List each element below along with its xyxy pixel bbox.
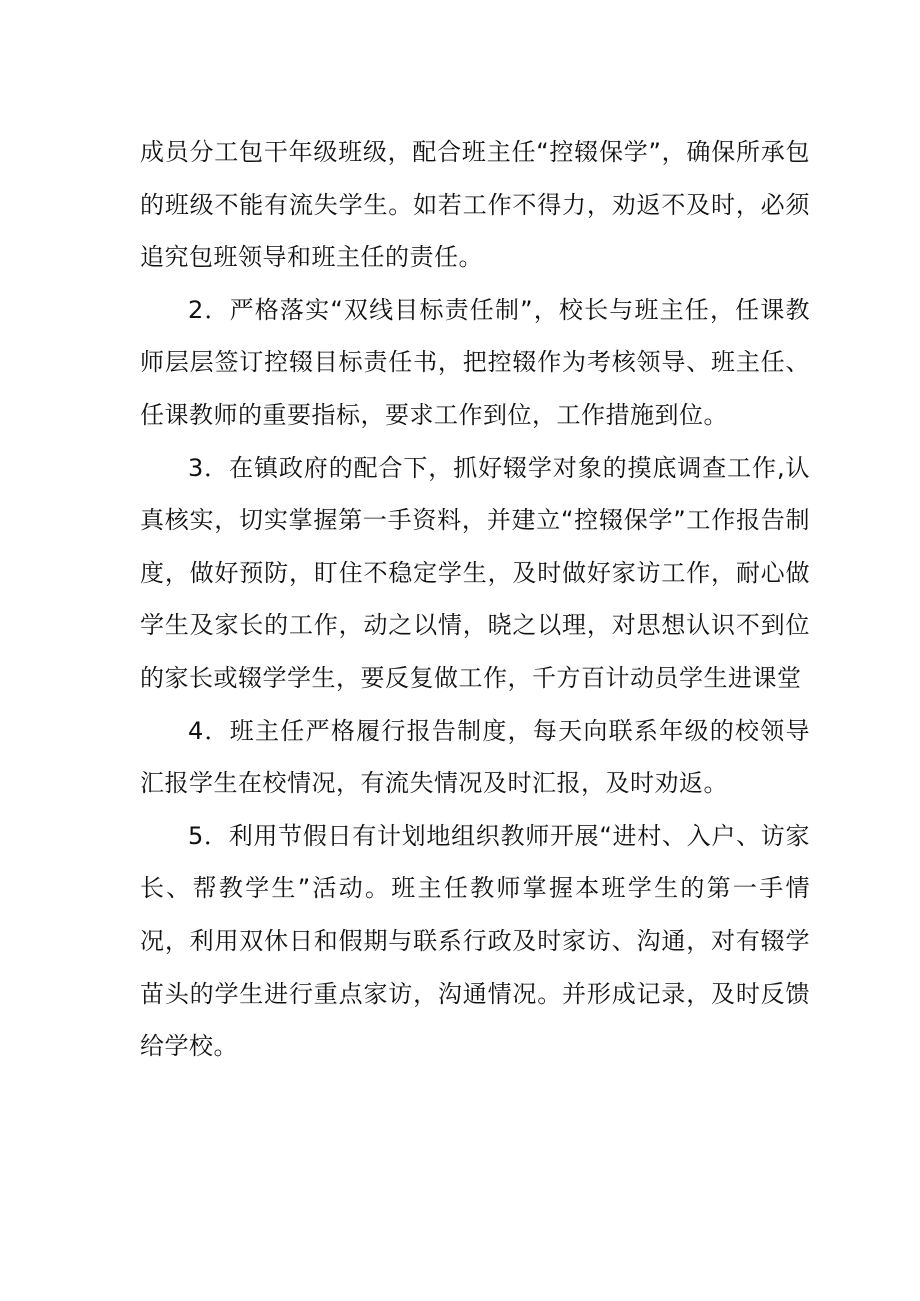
paragraph-item-3: 3．在镇政府的配合下，抓好辍学对象的摸底调查工作,认真核实，切实掌握第一手资料，并建立“控辍保学”工作报告制度，做好预防，盯住不稳定学生，及时做好家访工作，耐心做学生及家长的工作，动之以情，晓之以理，对思想认识不到位的家长或辍学学生，要反复做工作，千方百计动员学生进课堂 bbox=[140, 453, 810, 692]
paragraph-item-2: 2．严格落实“双线目标责任制”，校长与班主任，任课教师层层签订控辍目标责任书，把控辍作为考核领导、班主任、任课教师的重要指标，要求工作到位，工作措施到位。 bbox=[140, 295, 810, 429]
document-body bbox=[140, 126, 810, 1073]
paragraph-continuation: 成员分工包干年级班级，配合班主任“控辍保学”，确保所承包的班级不能有流失学生。如若工作不得力，劝返不及时，必须追究包班领导和班主任的责任。 bbox=[140, 138, 810, 272]
paragraph-item-4: 4．班主任严格履行报告制度，每天向联系年级的校领导汇报学生在校情况，有流失情况及时汇报，及时劝返。 bbox=[140, 716, 810, 798]
paragraph-item-5: 5．利用节假日有计划地组织教师开展“进村、入户、访家长、帮教学生”活动。班主任教师掌握本班学生的第一手情况，利用双休日和假期与联系行政及时家访、沟通，对有辍学苗头的学生进行重点家访，沟通情况。并形成记录，及时反馈给学校。 bbox=[140, 821, 810, 1061]
